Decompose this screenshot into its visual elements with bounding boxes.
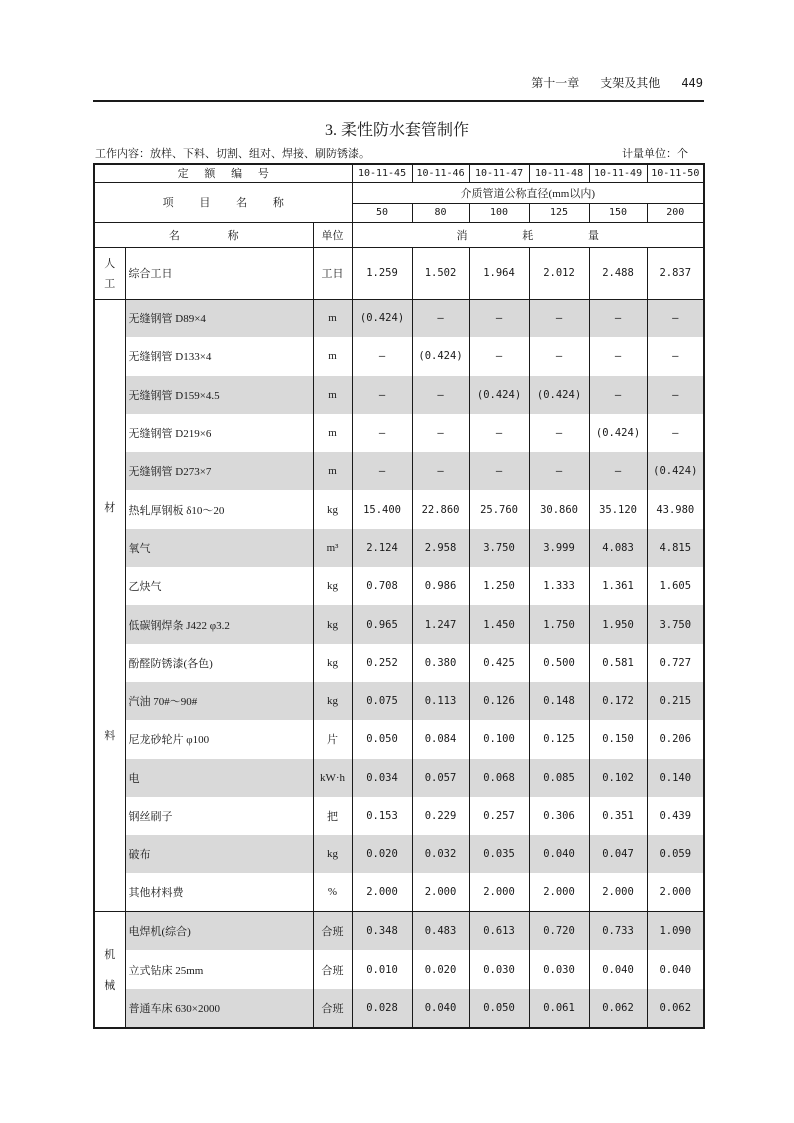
item-unit: m xyxy=(313,299,352,337)
consumption-value: — xyxy=(352,414,412,452)
item-name-label: 项 目 名 称 xyxy=(94,182,352,222)
consumption-value: 0.040 xyxy=(412,989,469,1028)
running-header xyxy=(513,74,703,91)
consumption-value: 1.250 xyxy=(469,567,529,605)
consumption-value: 0.708 xyxy=(352,567,412,605)
quota-code-row xyxy=(94,164,704,182)
name-column-header: 名 称 xyxy=(94,222,313,247)
consumption-value: (0.424) xyxy=(469,376,529,414)
item-unit: kg xyxy=(313,567,352,605)
table-row xyxy=(94,452,704,490)
category-label xyxy=(95,255,125,291)
consumption-value: 0.126 xyxy=(469,682,529,720)
consumption-value: — xyxy=(529,337,589,375)
item-name: 低碳钢焊条 J422 φ3.2 xyxy=(125,605,313,643)
consumption-value: 0.050 xyxy=(352,720,412,758)
quota-table xyxy=(93,163,705,1029)
consumption-value: 15.400 xyxy=(352,490,412,528)
consumption-value: 0.613 xyxy=(469,912,529,951)
consumption-value: 0.084 xyxy=(412,720,469,758)
page-title: 3. 柔性防水套管制作 xyxy=(324,122,469,139)
consumption-value: 0.035 xyxy=(469,835,529,873)
consumption-value: 0.483 xyxy=(412,912,469,951)
item-name: 无缝钢管 D133×4 xyxy=(125,337,313,375)
item-unit: 合班 xyxy=(313,989,352,1028)
parameter-row xyxy=(94,182,704,203)
consumption-value: 1.247 xyxy=(412,605,469,643)
header-rule xyxy=(93,100,704,102)
consumption-value: 0.720 xyxy=(529,912,589,951)
item-name: 其他材料费 xyxy=(125,873,313,911)
quota-code: 10-11-49 xyxy=(589,164,647,182)
consumption-value: 0.057 xyxy=(412,759,469,797)
consumption-value: 0.040 xyxy=(589,950,647,989)
table-row xyxy=(94,989,704,1028)
consumption-value: 0.030 xyxy=(529,950,589,989)
diameter-value: 100 xyxy=(469,203,529,222)
table-row xyxy=(94,337,704,375)
table-row xyxy=(94,414,704,452)
consumption-value: 2.000 xyxy=(412,873,469,911)
consumption-value: — xyxy=(412,414,469,452)
consumption-value: 0.206 xyxy=(647,720,704,758)
table-row xyxy=(94,835,704,873)
category-label xyxy=(95,946,125,993)
consumption-value: 30.860 xyxy=(529,490,589,528)
table-row xyxy=(94,720,704,758)
consumption-value: 1.450 xyxy=(469,605,529,643)
consumption-header: 消 耗 量 xyxy=(352,222,704,247)
consumption-value: — xyxy=(647,376,704,414)
consumption-value: 2.488 xyxy=(589,247,647,299)
item-unit: kg xyxy=(313,835,352,873)
diameter-value: 125 xyxy=(529,203,589,222)
table-row xyxy=(94,797,704,835)
consumption-value: — xyxy=(589,337,647,375)
consumption-value: 2.012 xyxy=(529,247,589,299)
item-name: 电焊机(综合) xyxy=(125,912,313,951)
item-unit: m xyxy=(313,452,352,490)
item-name: 尼龙砂轮片 φ100 xyxy=(125,720,313,758)
category-char: 工 xyxy=(104,278,116,290)
consumption-value: 0.010 xyxy=(352,950,412,989)
consumption-value: 0.102 xyxy=(589,759,647,797)
consumption-value: — xyxy=(589,452,647,490)
column-header-row xyxy=(94,222,704,247)
table-row xyxy=(94,912,704,951)
item-unit: % xyxy=(313,873,352,911)
table-row xyxy=(94,950,704,989)
consumption-value: 1.605 xyxy=(647,567,704,605)
quota-code: 10-11-47 xyxy=(469,164,529,182)
consumption-value: — xyxy=(352,376,412,414)
consumption-value: 0.965 xyxy=(352,605,412,643)
consumption-value: 0.727 xyxy=(647,644,704,682)
item-name: 酚醛防锈漆(各色) xyxy=(125,644,313,682)
table-body xyxy=(94,247,704,1028)
quota-code: 10-11-50 xyxy=(647,164,704,182)
consumption-value: 0.075 xyxy=(352,682,412,720)
consumption-value: 0.986 xyxy=(412,567,469,605)
consumption-value: 0.100 xyxy=(469,720,529,758)
consumption-value: 0.032 xyxy=(412,835,469,873)
consumption-value: — xyxy=(589,299,647,337)
item-unit: m xyxy=(313,376,352,414)
item-name: 无缝钢管 D159×4.5 xyxy=(125,376,313,414)
consumption-value: (0.424) xyxy=(647,452,704,490)
item-unit: m³ xyxy=(313,529,352,567)
consumption-value: 1.964 xyxy=(469,247,529,299)
consumption-value: 2.000 xyxy=(352,873,412,911)
quota-code: 10-11-46 xyxy=(412,164,469,182)
consumption-value: 0.062 xyxy=(647,989,704,1028)
consumption-value: 0.733 xyxy=(589,912,647,951)
consumption-value: (0.424) xyxy=(529,376,589,414)
consumption-value: 2.124 xyxy=(352,529,412,567)
consumption-value: 0.140 xyxy=(647,759,704,797)
consumption-value: 0.085 xyxy=(529,759,589,797)
consumption-value: 35.120 xyxy=(589,490,647,528)
consumption-value: 1.750 xyxy=(529,605,589,643)
quota-code-label: 定 额 编 号 xyxy=(94,164,352,182)
consumption-value: 1.950 xyxy=(589,605,647,643)
table-row xyxy=(94,682,704,720)
consumption-value: — xyxy=(647,299,704,337)
consumption-value: 4.083 xyxy=(589,529,647,567)
consumption-value: 1.259 xyxy=(352,247,412,299)
consumption-value: — xyxy=(589,376,647,414)
category-label xyxy=(95,467,125,743)
consumption-value: 0.348 xyxy=(352,912,412,951)
consumption-value: 0.125 xyxy=(529,720,589,758)
item-unit: kg xyxy=(313,644,352,682)
item-name: 氧气 xyxy=(125,529,313,567)
consumption-value: — xyxy=(412,452,469,490)
consumption-value: — xyxy=(412,376,469,414)
consumption-value: 0.172 xyxy=(589,682,647,720)
item-unit: kW·h xyxy=(313,759,352,797)
consumption-value: 0.047 xyxy=(589,835,647,873)
parameter-label: 介质管道公称直径(mm以内) xyxy=(352,182,704,203)
consumption-value: 0.306 xyxy=(529,797,589,835)
work-content: 工作内容：放样、下料、切割、组对、焊接、刷防锈漆。 xyxy=(95,148,370,160)
consumption-value: 3.999 xyxy=(529,529,589,567)
consumption-value: 2.958 xyxy=(412,529,469,567)
consumption-value: 2.000 xyxy=(469,873,529,911)
consumption-value: 0.500 xyxy=(529,644,589,682)
consumption-value: — xyxy=(469,299,529,337)
item-unit: kg xyxy=(313,490,352,528)
consumption-value: 1.361 xyxy=(589,567,647,605)
consumption-value: 0.040 xyxy=(647,950,704,989)
consumption-value: 0.153 xyxy=(352,797,412,835)
item-name: 立式钻床 25mm xyxy=(125,950,313,989)
item-unit: 合班 xyxy=(313,950,352,989)
consumption-value: 0.050 xyxy=(469,989,529,1028)
diameter-value: 150 xyxy=(589,203,647,222)
item-unit: m xyxy=(313,414,352,452)
consumption-value: 0.148 xyxy=(529,682,589,720)
consumption-value: 3.750 xyxy=(647,605,704,643)
table-row xyxy=(94,529,704,567)
consumption-value: 2.000 xyxy=(589,873,647,911)
category-cell xyxy=(94,912,125,1028)
consumption-value: 0.425 xyxy=(469,644,529,682)
consumption-value: 0.061 xyxy=(529,989,589,1028)
item-name: 破布 xyxy=(125,835,313,873)
consumption-value: — xyxy=(352,452,412,490)
consumption-value: — xyxy=(647,414,704,452)
consumption-value: (0.424) xyxy=(412,337,469,375)
consumption-value: 0.439 xyxy=(647,797,704,835)
item-unit: 工日 xyxy=(313,247,352,299)
quota-code: 10-11-45 xyxy=(352,164,412,182)
table-row xyxy=(94,376,704,414)
item-name: 综合工日 xyxy=(125,247,313,299)
consumption-value: — xyxy=(529,299,589,337)
table-row xyxy=(94,567,704,605)
unit-of-measure: 计量单位：个 xyxy=(622,148,688,160)
section-label: 支架及其他 xyxy=(600,76,661,90)
category-char: 料 xyxy=(104,730,116,743)
consumption-value: 0.252 xyxy=(352,644,412,682)
item-unit: m xyxy=(313,337,352,375)
consumption-value: 2.000 xyxy=(647,873,704,911)
consumption-value: 22.860 xyxy=(412,490,469,528)
item-name: 乙炔气 xyxy=(125,567,313,605)
unit-column-header: 单位 xyxy=(313,222,352,247)
consumption-value: 1.333 xyxy=(529,567,589,605)
consumption-value: 0.040 xyxy=(529,835,589,873)
consumption-value: — xyxy=(352,337,412,375)
consumption-value: — xyxy=(412,299,469,337)
consumption-value: 1.502 xyxy=(412,247,469,299)
chapter-label: 第十一章 xyxy=(531,76,580,90)
diameter-value: 80 xyxy=(412,203,469,222)
consumption-value: — xyxy=(647,337,704,375)
consumption-value: 0.581 xyxy=(589,644,647,682)
consumption-value: 0.229 xyxy=(412,797,469,835)
table-row xyxy=(94,759,704,797)
consumption-value: 0.028 xyxy=(352,989,412,1028)
table-header xyxy=(94,164,704,247)
consumption-value: 0.215 xyxy=(647,682,704,720)
item-name: 无缝钢管 D89×4 xyxy=(125,299,313,337)
item-unit: 把 xyxy=(313,797,352,835)
consumption-value: 0.068 xyxy=(469,759,529,797)
category-cell xyxy=(94,247,125,299)
consumption-value: 0.034 xyxy=(352,759,412,797)
item-unit: kg xyxy=(313,682,352,720)
consumption-value: 3.750 xyxy=(469,529,529,567)
consumption-value: (0.424) xyxy=(589,414,647,452)
page-number: 449 xyxy=(681,76,703,90)
table-row xyxy=(94,873,704,911)
consumption-value: 1.090 xyxy=(647,912,704,951)
quota-code: 10-11-48 xyxy=(529,164,589,182)
table-row xyxy=(94,605,704,643)
consumption-value: 0.020 xyxy=(352,835,412,873)
table-row xyxy=(94,247,704,299)
table-row xyxy=(94,299,704,337)
table-row xyxy=(94,644,704,682)
category-char: 机 xyxy=(104,949,116,962)
consumption-value: — xyxy=(529,452,589,490)
item-name: 热轧厚钢板 δ10～20 xyxy=(125,490,313,528)
category-char: 材 xyxy=(104,502,116,515)
consumption-value: 4.815 xyxy=(647,529,704,567)
consumption-value: 0.059 xyxy=(647,835,704,873)
item-unit: 片 xyxy=(313,720,352,758)
consumption-value: 0.020 xyxy=(412,950,469,989)
category-cell xyxy=(94,299,125,912)
item-name: 普通车床 630×2000 xyxy=(125,989,313,1028)
consumption-value: 0.257 xyxy=(469,797,529,835)
consumption-value: 0.380 xyxy=(412,644,469,682)
consumption-value: 2.837 xyxy=(647,247,704,299)
item-name: 电 xyxy=(125,759,313,797)
consumption-value: — xyxy=(469,337,529,375)
consumption-value: 0.150 xyxy=(589,720,647,758)
consumption-value: 0.062 xyxy=(589,989,647,1028)
consumption-value: 0.113 xyxy=(412,682,469,720)
consumption-value: 43.980 xyxy=(647,490,704,528)
item-unit: kg xyxy=(313,605,352,643)
consumption-value: — xyxy=(469,452,529,490)
consumption-value: 2.000 xyxy=(529,873,589,911)
item-name: 钢丝刷子 xyxy=(125,797,313,835)
item-name: 无缝钢管 D273×7 xyxy=(125,452,313,490)
item-unit: 合班 xyxy=(313,912,352,951)
consumption-value: 25.760 xyxy=(469,490,529,528)
consumption-value: — xyxy=(469,414,529,452)
consumption-value: 0.030 xyxy=(469,950,529,989)
diameter-value: 200 xyxy=(647,203,704,222)
category-char: 人 xyxy=(104,258,116,270)
diameter-value: 50 xyxy=(352,203,412,222)
consumption-value: 0.351 xyxy=(589,797,647,835)
consumption-value: — xyxy=(529,414,589,452)
category-char: 械 xyxy=(104,980,116,993)
table-row xyxy=(94,490,704,528)
item-name: 无缝钢管 D219×6 xyxy=(125,414,313,452)
consumption-value: (0.424) xyxy=(352,299,412,337)
item-name: 汽油 70#～90# xyxy=(125,682,313,720)
